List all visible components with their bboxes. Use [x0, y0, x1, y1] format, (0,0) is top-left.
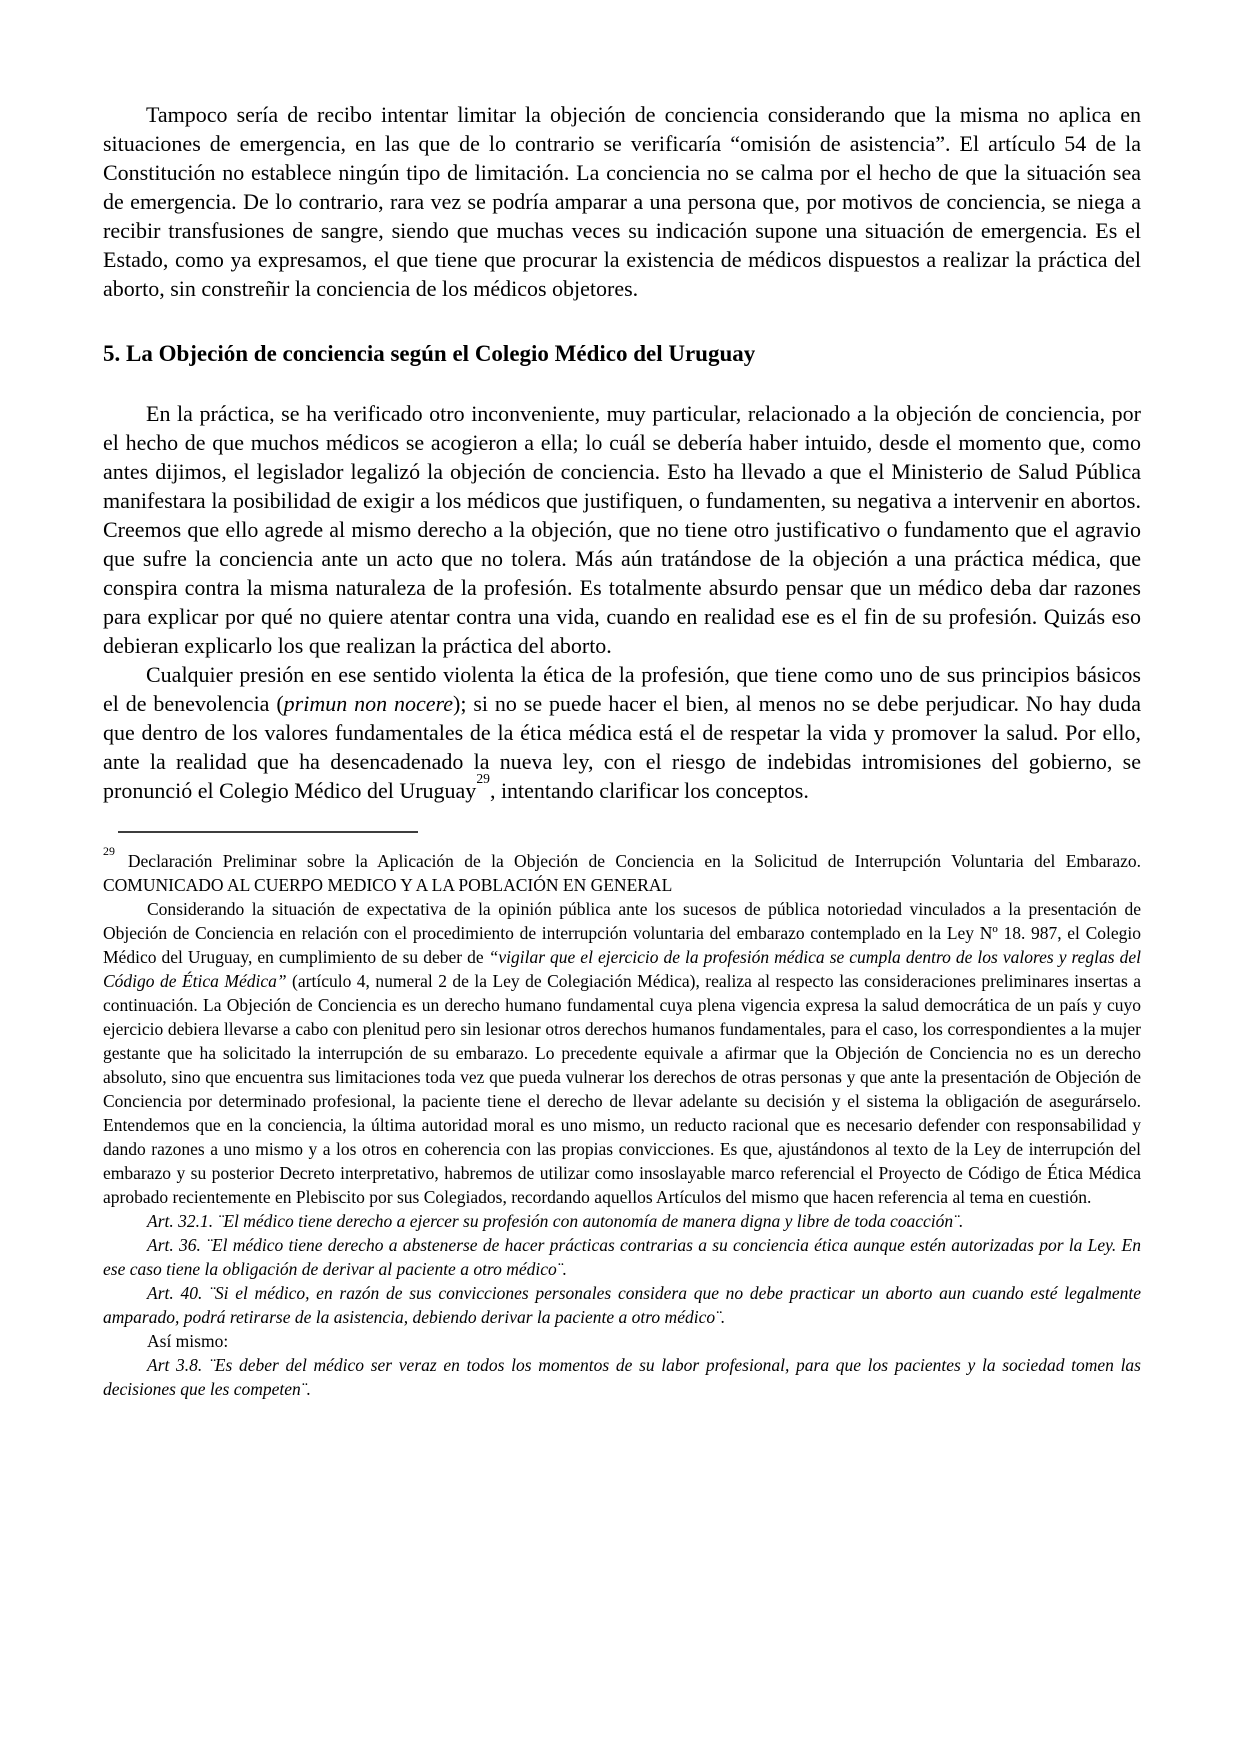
footnote-article-36: Art. 36. ¨El médico tiene derecho a abstenerse de hacer prácticas contrarias a su conciencia ética aunque estén autorizadas por la Ley. En ese caso tiene la obligación de derivar al paciente a otro médico¨. [103, 1235, 1141, 1279]
paragraph-objection-limits: Tampoco sería de recibo intentar limitar la objeción de conciencia considerando que la misma no aplica en situaciones de emergencia, en las que de lo contrario se verificaría “omisión de asistencia”. El artículo 54 de la Constitución no establece ningún tipo de limitación. La conciencia no se calma por el hecho de que la situación sea de emergencia. De lo contrario, rara vez se podría amparar a una persona que, por motivos de conciencia, se niega a recibir transfusiones de sangre, siendo que muchas veces su indicación supone una situación de emergencia. Es el Estado, como ya expresamos, el que tiene que procurar la existencia de médicos dispuestos a realizar la práctica del aborto, sin constreñir la conciencia de los médicos objetores. [103, 102, 1141, 301]
footnote-quoted-duty-italic: “vigilar que el ejercicio de la profesión médica se cumpla dentro de los valores y reglas del Código de Ética Médica” [103, 947, 1141, 991]
footnote-29-intro [103, 843, 1141, 897]
section-heading: 5. La Objeción de conciencia según el Colegio Médico del Uruguay [103, 341, 756, 366]
footnote-reference-29: 29 [476, 770, 490, 786]
paragraph-ethics-text-3: , intentando clarificar los conceptos. [489, 778, 809, 803]
footnote-considerando-paragraph [103, 897, 1141, 1209]
footnote-marker-29: 29 [103, 843, 115, 858]
footnote-article-40: Art. 40. ¨Si el médico, en razón de sus convicciones personales considera que no debe practicar un aborto aun cuando esté legalmente amparado, podrá retirarse de la asistencia, debiendo derivar la paciente a otro médico¨. [103, 1283, 1141, 1327]
footnote-29-intro-text: Declaración Preliminar sobre la Aplicación de la Objeción de Conciencia en la Solicitud de Interrupción Voluntaria del Embarazo. COMUNICADO AL CUERPO MEDICO Y A LA POBLACIÓN EN GENERAL [103, 851, 1141, 895]
paragraph-ethics-text-2: ); si no se puede hacer el bien, al menos no se debe perjudicar. No hay duda que dentro de los valores fundamentales de la ética médica está el de respetar la vida y promover la salud. Por ello, ante la realidad que ha desencadenado la nueva ley, con el riesgo de indebidas intromisiones del gobierno, se pronunció el Colegio Médico del Uruguay [103, 691, 1142, 803]
document-body [103, 100, 1141, 805]
paragraph-ethics-text-1: Cualquier presión en ese sentido violenta la ética de la profesión, que tiene como uno de sus principios básicos el de benevolencia ( [103, 662, 1141, 716]
footnote-separator-line [118, 831, 418, 833]
footnote-article-3-8: Art 3.8. ¨Es deber del médico ser veraz en todos los momentos de su labor profesional, para que los pacientes y la sociedad tomen las decisiones que les competen¨. [103, 1355, 1141, 1399]
latin-phrase-italic: primun non nocere [283, 691, 454, 716]
paragraph-ethics-pressure [103, 660, 1141, 805]
footnote-section [103, 843, 1141, 1401]
paragraph-practice-inconvenience: En la práctica, se ha verificado otro inconveniente, muy particular, relacionado a la objeción de conciencia, por el hecho de que muchos médicos se acogieron a ella; lo cuál se debería haber intuido, desde el momento que, como antes dijimos, el legislador legalizó la objeción de conciencia. Esto ha llevado a que el Ministerio de Salud Pública manifestara la posibilidad de exigir a los médicos que justifiquen, o fundamenten, su negativa a intervenir en abortos. Creemos que ello agrede al mismo derecho a la objeción, que no tiene otro justificativo o fundamento que el agravio que sufre la conciencia ante un acto que no tolera. Más aún tratándose de la objeción a una práctica médica, que conspira contra la misma naturaleza de la profesión. Es totalmente absurdo pensar que un médico deba dar razones para explicar por qué no quiere atentar contra una vida, cuando en realidad ese es el fin de su profesión. Quizás eso debieran explicarlo los que realizan la práctica del aborto. [103, 401, 1141, 658]
footnote-article-32-1: Art. 32.1. ¨El médico tiene derecho a ejercer su profesión con autonomía de manera digna y libre de toda coacción¨. [147, 1211, 964, 1231]
footnote-considerando-text-2: (artículo 4, numeral 2 de la Ley de Colegiación Médica), realiza al respecto las consideraciones preliminares insertas a continuación. La Objeción de Conciencia es un derecho humano fundamental cuya plena vigencia expresa la salud democrática de un país y cuyo ejercicio debiera llevarse a cabo con plenitud pero sin lesionar otros derechos humanos fundamentales, para el caso, los correspondientes a la mujer gestante que ha solicitado la interrupción de su embarazo. Lo precedente equivale a afirmar que la Objeción de Conciencia no es un derecho absoluto, sino que encuentra sus limitaciones toda vez que pueda vulnerar los derechos de otras personas y que ante la presentación de Objeción de Conciencia por determinado profesional, la paciente tiene el derecho de llevar adelante su decisión y el sistema la obligación de asegurárselo. Entendemos que en la conciencia, la última autoridad moral es uno mismo, un reducto racional que es necesario defender con responsabilidad y dando razones a uno mismo y a los otros en coherencia con las propias convicciones. Es que, ajustándonos al texto de la Ley de interrupción del embarazo y su posterior Decreto interpretativo, habremos de utilizar como insoslayable marco referencial el Proyecto de Código de Ética Médica aprobado recientemente en Plebiscito por sus Colegiados, recordando aquellos Artículos del mismo que hacen referencia al tema en cuestión. [103, 971, 1141, 1207]
footnote-considerando-text-1: Considerando la situación de expectativa de la opinión pública ante los sucesos de pública notoriedad vinculados a la presentación de Objeción de Conciencia en relación con el procedimiento de interrupción voluntaria del embarazo contemplado en la Ley Nº 18. 987, el Colegio Médico del Uruguay, en cumplimiento de su deber de [103, 899, 1141, 967]
footnote-asi-mismo: Así mismo: [147, 1331, 229, 1351]
